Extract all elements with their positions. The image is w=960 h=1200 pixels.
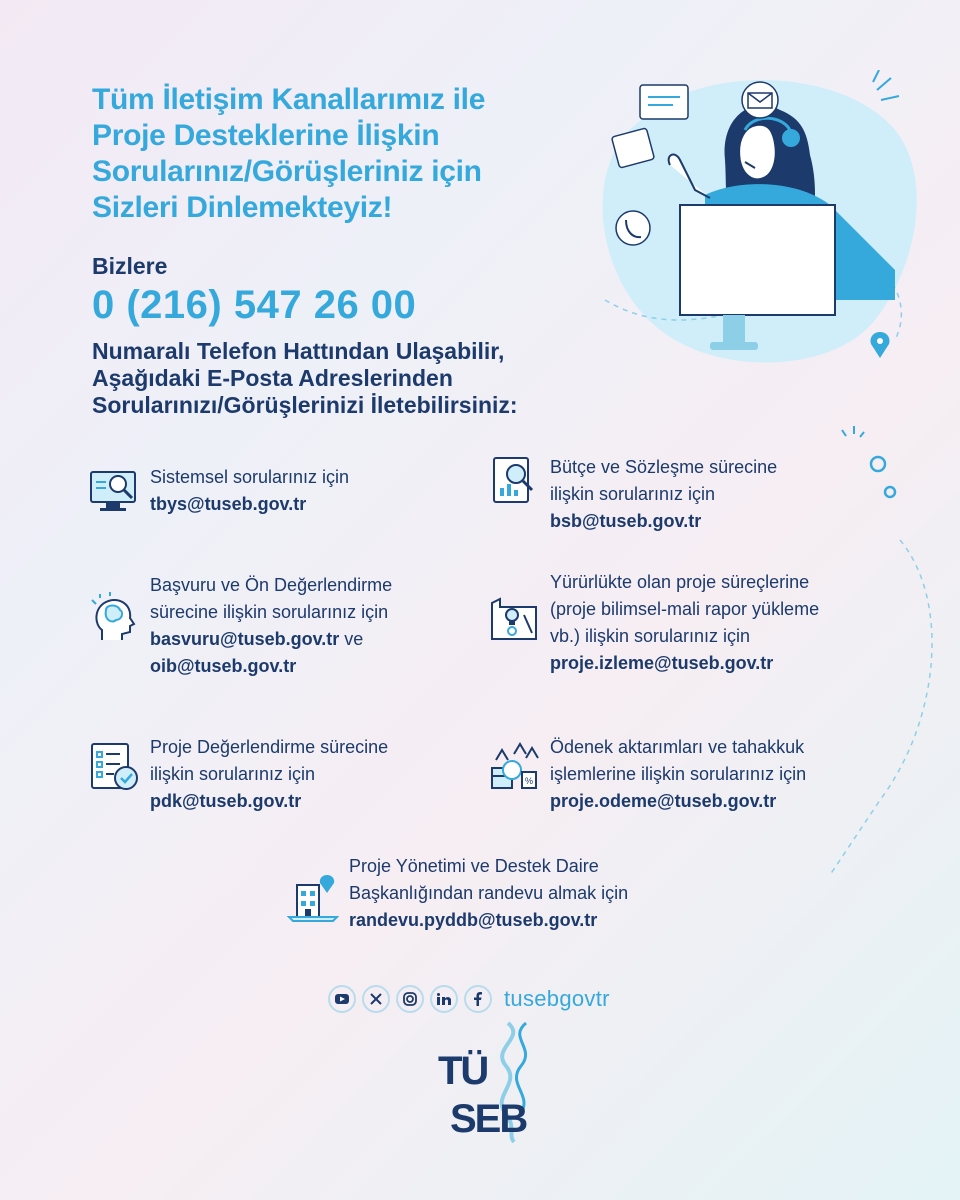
support-agent-illustration [595,70,925,370]
contact-intro: Bizlere [92,253,168,279]
project-blueprint-icon [488,593,540,645]
item-desc: vb.) ilişkin sorularınız için [550,626,751,646]
item-desc: işlemlerine ilişkin sorularınız için [550,764,807,784]
building-location-icon [287,871,339,923]
checklist-icon [88,740,140,792]
phone-number[interactable]: 0 (216) 547 26 00 [92,283,417,327]
item-conjunction: ve [344,629,364,649]
subtext-line: Sorularınızı/Görüşlerinizi İletebilirsiniz: [92,392,518,418]
item-text [150,572,480,680]
email-link[interactable]: bsb@tuseb.gov.tr [550,511,702,531]
item-desc: Bütçe ve Sözleşme sürecine [550,457,778,477]
item-desc: ilişkin sorularınız için [550,484,716,504]
item-text [150,734,480,815]
headline-line: Sizleri Dinlemekteyiz! [92,191,393,224]
item-desc: ilişkin sorularınız için [150,764,316,784]
headline [92,82,612,226]
item-desc: Başkanlığından randevu almak için [349,883,629,903]
contact-subtext [92,338,652,419]
social-handle[interactable]: tusebgovtr [504,986,610,1011]
brain-head-icon [88,592,140,644]
item-desc: Ödenek aktarımları ve tahakkuk [550,737,805,757]
item-desc: (proje bilimsel-mali rapor yükleme [550,599,820,619]
item-desc: sürecine ilişkin sorularınız için [150,602,389,622]
instagram-icon[interactable] [396,985,424,1013]
item-text [349,853,679,934]
coins-growth-icon [488,740,540,792]
item-text [150,464,480,518]
youtube-icon[interactable] [328,985,356,1013]
svg-text:TÜ: TÜ [438,1049,488,1093]
x-icon[interactable] [362,985,390,1013]
svg-text:SEB: SEB [450,1097,527,1141]
facebook-icon[interactable] [464,985,492,1013]
email-link[interactable]: proje.izleme@tuseb.gov.tr [550,653,774,673]
item-desc: Yürürlükte olan proje süreçlerine [550,572,810,592]
item-text [550,569,880,677]
tuseb-logo [436,1018,536,1143]
document-magnifier-icon [488,454,540,506]
item-desc: Proje Yönetimi ve Destek Daire [349,856,599,876]
item-text [550,734,880,815]
linkedin-icon[interactable] [430,985,458,1013]
svg-text:%: % [524,776,534,786]
email-link[interactable]: randevu.pyddb@tuseb.gov.tr [349,910,598,930]
subtext-line: Numaralı Telefon Hattından Ulaşabilir, [92,338,505,364]
headline-line: Proje Desteklerine İlişkin [92,119,440,152]
social-links [328,982,610,1016]
email-link[interactable]: pdk@tuseb.gov.tr [150,791,302,811]
item-desc: Sistemsel sorularınız için [150,467,350,487]
monitor-search-icon [88,464,140,516]
headline-line: Sorularınız/Görüşleriniz için [92,155,482,188]
item-desc: Başvuru ve Ön Değerlendirme [150,575,393,595]
email-link[interactable]: tbys@tuseb.gov.tr [150,494,307,514]
item-text [550,454,880,535]
item-desc: Proje Değerlendirme sürecine [150,737,389,757]
email-link[interactable]: oib@tuseb.gov.tr [150,656,297,676]
headline-line: Tüm İletişim Kanallarımız ile [92,83,486,116]
subtext-line: Aşağıdaki E-Posta Adreslerinden [92,365,453,391]
email-link[interactable]: basvuru@tuseb.gov.tr [150,629,340,649]
email-link[interactable]: proje.odeme@tuseb.gov.tr [550,791,777,811]
